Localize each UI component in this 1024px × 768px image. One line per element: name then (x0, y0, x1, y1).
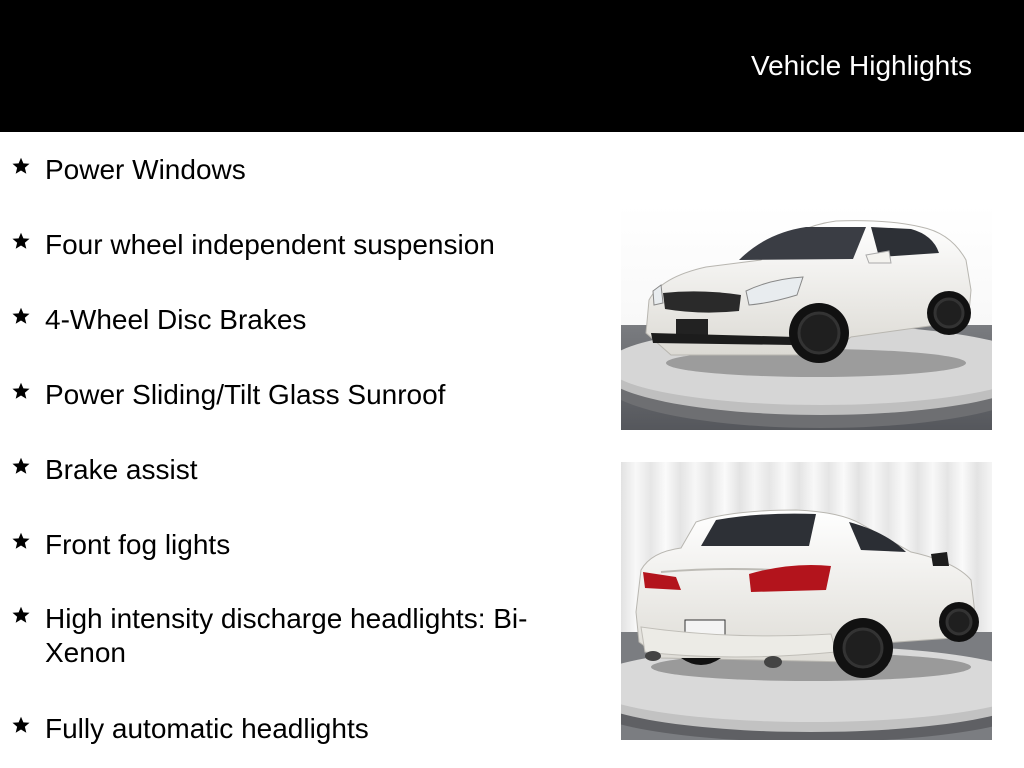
star-icon (10, 455, 32, 477)
star-icon (10, 714, 32, 736)
feature-label: Power Windows (45, 154, 246, 185)
star-icon (10, 530, 32, 552)
feature-label: 4-Wheel Disc Brakes (45, 304, 307, 335)
header-banner (0, 0, 1024, 132)
car-front-photo (621, 205, 992, 430)
star-icon (10, 604, 32, 626)
feature-label: Fully automatic headlights (45, 713, 369, 744)
feature-label: Brake assist (45, 454, 198, 485)
feature-label: Front fog lights (45, 529, 231, 560)
star-icon (10, 380, 32, 402)
feature-label: Power Sliding/Tilt Glass Sunroof (45, 379, 446, 410)
star-icon (10, 230, 32, 252)
page-title: Vehicle Highlights (750, 50, 972, 81)
star-icon (10, 305, 32, 327)
feature-label: Four wheel independent suspension (45, 229, 495, 260)
car-rear-photo (621, 462, 992, 740)
feature-label: High intensity discharge headlights: Bi-Xenon (45, 603, 528, 668)
star-icon (10, 155, 32, 177)
